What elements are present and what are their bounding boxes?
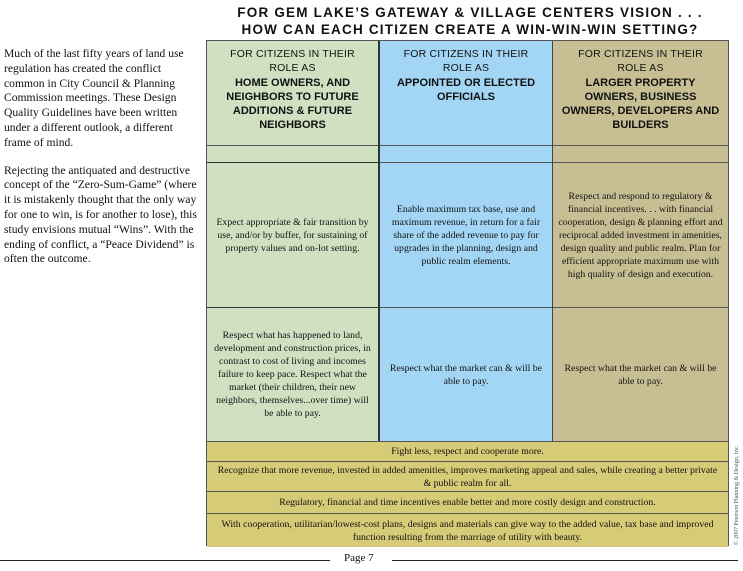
header-role: LARGER PROPERTY OWNERS, BUSINESS OWNERS, DEVELOPERS AND BUILDERS [561, 77, 720, 131]
column-homeowners [207, 41, 380, 441]
column-property-owners [553, 41, 728, 441]
header-lead-1: FOR CITIZENS IN THEIR [230, 48, 355, 60]
header-lead-1: FOR CITIZENS IN THEIR [403, 48, 529, 60]
outcome-band: With cooperation, utilitarian/lowest-cost plans, designs and materials can give way to the added value, tax base and improved function resulting from the marriage of utility with beauty. [207, 513, 728, 547]
outcome-band: Recognize that more revenue, invested in added amenities, improves marketing appeal and sales, while creating a better private & public realm for all. [207, 461, 728, 491]
shared-outcomes [207, 441, 728, 547]
header-role: HOME OWNERS, AND NEIGHBORS TO FUTURE ADDITIONS & FUTURE NEIGHBORS [226, 77, 359, 131]
spacer-row [207, 146, 378, 163]
column-header [380, 41, 552, 146]
header-lead-2: ROLE AS [617, 62, 664, 74]
outcome-band: Fight less, respect and cooperate more. [207, 441, 728, 461]
respect-cell: Respect what the market can & will be able to pay. [389, 362, 543, 387]
intro-paragraph-2: Rejecting the antiquated and destructive concept of the “Zero-Sum-Game” (where it is mistakenly thought that the only way for one to win, is for another to lose), this study envisions mutual “Wins”. With the ending of conflict, a “Peace Dividend” is often the outcome. [4, 163, 197, 266]
column-header [553, 41, 728, 146]
intro-paragraph-1: Much of the last fifty years of land use regulation has created the conflict common in City Council & Planning Commission meetings. These Design Quality Guidelines have been written under a different outlook, a different frame of mind. [4, 47, 184, 149]
spacer-row [380, 146, 552, 163]
respect-cell: Respect what the market can & will be able to pay. [564, 362, 717, 387]
expectation-cell: Expect appropriate & fair transition by use, and/or by buffer, for sustaining of property values and on-lot setting. [207, 163, 378, 308]
page-title [200, 4, 740, 38]
header-lead-2: ROLE AS [269, 62, 316, 74]
expectation-cell: Respect and respond to regulatory & financial incentives. . . with financial cooperation, design & planning effort and reciprocal added investment in amenities, design quality and public realm. Plan for efficient appropriate maximum use with high quality of design and execution. [553, 163, 728, 308]
column-officials [380, 41, 553, 441]
page-number: Page 7 [344, 552, 374, 564]
intro-text [4, 47, 200, 280]
spacer-row [553, 146, 728, 163]
copyright-notice: © 2007 Peterson Planning & Design, Inc. [734, 445, 740, 545]
outcome-band: Regulatory, financial and time incentives enable better and more costly design and construction. [207, 491, 728, 513]
footer-rule-right [392, 560, 738, 561]
header-lead-2: ROLE AS [442, 62, 490, 74]
column-header [207, 41, 378, 146]
expectation-cell: Enable maximum tax base, use and maximum revenue, in return for a fair share of the added revenue to pay for upgrades in the planning, design and public realm elements. [380, 163, 552, 308]
roles-table [206, 40, 729, 546]
header-role: APPOINTED OR ELECTED OFFICIALS [396, 77, 536, 103]
footer-rule-left [0, 560, 330, 561]
title-line-1: FOR GEM LAKE’S GATEWAY & VILLAGE CENTERS VISION . . . [237, 5, 703, 20]
header-lead-1: FOR CITIZENS IN THEIR [578, 48, 703, 60]
title-line-2: HOW CAN EACH CITIZEN CREATE A WIN-WIN-WIN SETTING? [241, 22, 699, 37]
respect-cell: Respect what has happened to land, development and construction prices, in contrast to cost of living and incomes failure to keep pace. Respect what the market (their children, their new neighbors, themselves...over time) will be able to pay. [214, 330, 371, 419]
